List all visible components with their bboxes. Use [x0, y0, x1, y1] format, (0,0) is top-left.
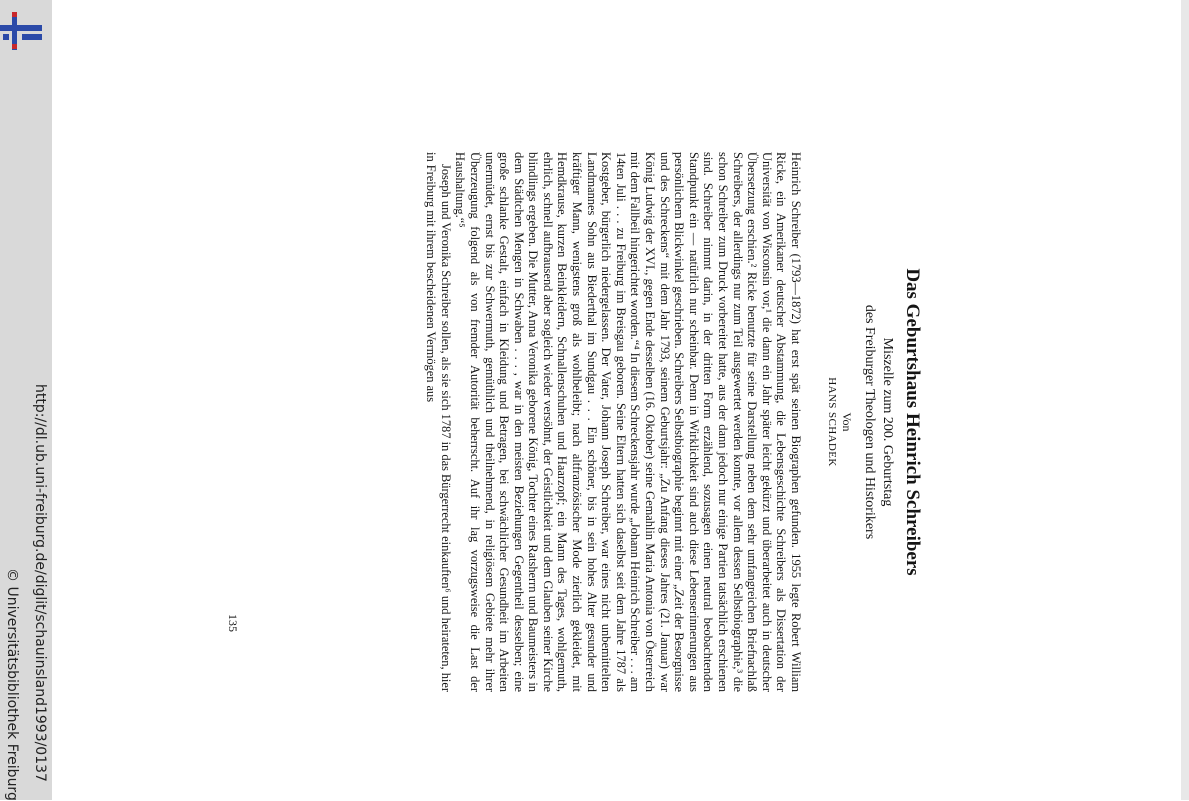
subtitle-line-2: des Freiburger Theologen und Historikers [862, 304, 877, 540]
page-number: 135 [226, 614, 240, 632]
right-page-edge [1181, 0, 1189, 800]
article-body [424, 152, 803, 692]
body-paragraph: Heinrich Schreiber (1793—1872) hat erst spät seinen Biographen gefunden. 1955 legte Robert William Ricke, ein Amerikaner deutscher Abstammung, die Lebensgeschichte Schreibers als Dissertation der Universität von Wisconsin vor,¹ die dann ein Jahr später leicht gekürzt und überarbeitet auch in deutscher Übersetzung erschien.² Ricke benutzte für seine Darstellung neben dem sehr umfangreichen Briefnachlaß Schreibers, der allerdings nur zum Teil ausgewertet werden konnte, vor allem dessen Selbstbiographie,³ die schon Schreiber zum Druck vorbereitet hatte, aus der dann jedoch nur einige Partien tatsächlich erschienen sind. Schreiber nimmt darin, in der dritten Form erzählend, sozusagen einen neutral beobachtenden Standpunkt ein — natürlich nur scheinbar. Denn in Wirklichkeit sind auch diese Lebenserinnerungen aus persönlichem Blickwinkel geschrieben. Schreibers Selbstbiographie beginnt mit einer „Zeit der Besorgnisse und des Schreckens“ mit dem Jahr 1793, seinem Geburtsjahr: „Zu Anfang dieses Jahres (21. Januar) war König Ludwig der XVI., gegen Ende desselben (16. Oktober) seine Gemahlin Maria Antonia von Österreich mit dem Fallbeil hingerichtet worden.“⁴ In diesem Schreckensjahr wurde „Johann Heinrich Schreiber . . . am 14ten Juli . . . zu Freiburg im Breisgau geboren. Seine Eltern hatten sich daselbst seit dem Jahre 1787 als Kostgeber, bürgerlich niedergelassen. Der Vater, Johann Joseph Schreiber, war eines nicht unbemittelten Landmannes Sohn aus Biederthal im Sundgau . . . Ein schöner, bis in sein hohes Alter gesunder und kräftiger Mann, wenigstens groß als wohlbeleibt; nach altfranzösischer Mode zierlich gekleidet, mit Hemdkrause, kurzen Beinkleidern, Schnallenschuhen und Haarzopf; ein Mann des Tages, wohlgemuth, ehrlich, schnell aufbrausend aber sogleich wieder versöhnt, der Geistlichkeit und dem Glauben seiner Kirche blindlings ergeben. Die Mutter, Anna Veronika geborene König, Tochter eines Ratsherrn und Baumeisters in dem Städtchen Mengen in Schwaben . . . , war in den meisten Beziehungen Gegentheil desselben; eine große schlanke Gestalt, einfach in Kleidung und Betragen, bei schwächlicher Gesundheit im Arbeiten unermüdet, ernst bis zur Schwermuth, gemüthlich und theilnehmend, in religiösem Gebiete mehr ihrer Überzeugung folgend als von fremder Autorität beherrscht. Auf ihr lag vorzugsweise die Last der Haushaltung.“⁵ [453, 152, 803, 692]
ub-freiburg-logo-icon [0, 10, 50, 52]
body-paragraph: Joseph und Veronika Schreiber sollen, als sie sich 1787 in das Bürgerrecht einkauften⁶ und heirateten, hier in Freiburg mit ihrem bescheidenen Vermögen aus [424, 152, 453, 692]
source-url[interactable]: http://dl.ub.uni-freiburg.de/diglit/schauinsland1993/0137 [32, 384, 48, 782]
article-title: Das Geburtshaus Heinrich Schreibers [902, 268, 923, 576]
scanned-page [226, 152, 924, 692]
subtitle-line-1: Miszelle zum 200. Geburtstag [880, 337, 895, 507]
article-subtitle [860, 152, 896, 692]
viewer-sidebar [0, 0, 52, 800]
byline-von: Von [840, 412, 854, 432]
byline-author: HANS SCHADEK [826, 377, 838, 467]
copyright-notice: © Universitätsbibliothek Freiburg [4, 568, 20, 801]
